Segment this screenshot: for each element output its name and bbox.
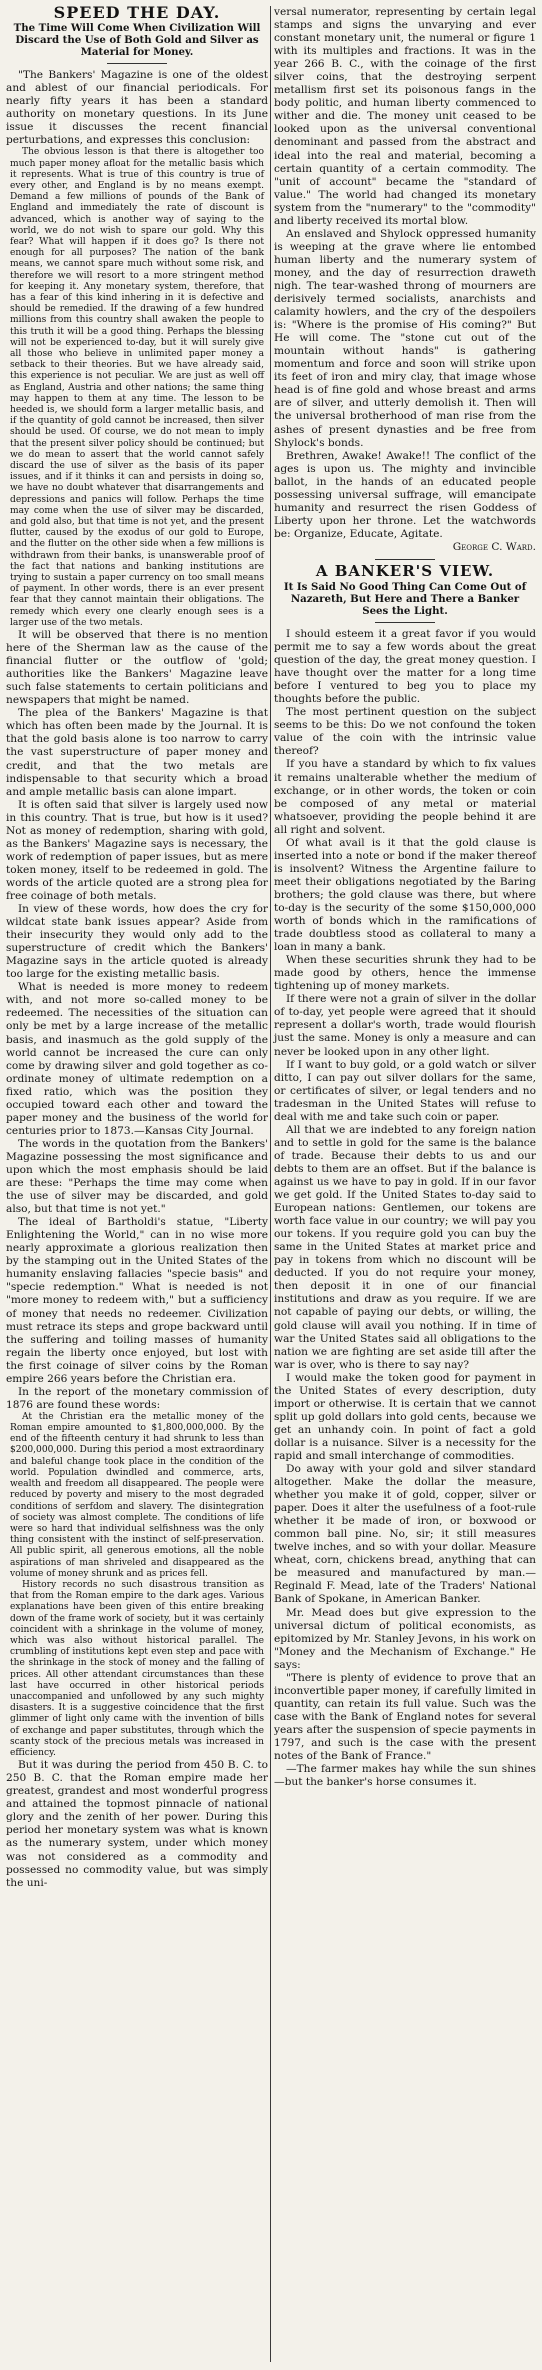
column-rule bbox=[270, 6, 271, 2362]
paragraph: If I want to buy gold, or a gold watch or silver ditto, I can pay out silver dollars for the same, or certificates of silver, or legal tenders and no tradesman in the United States will refuse to deal with me and take such coin or paper. bbox=[274, 1058, 536, 1123]
article-title: A BANKER'S VIEW. bbox=[315, 561, 495, 580]
paragraph: In view of these words, how does the cry for wildcat state bank issues appear? Aside from their insecurity they would only add to the superstructure of credit which the Bankers' Magazine says in the article quoted is already too large for the existing metallic basis. bbox=[6, 903, 268, 981]
article-title: SPEED THE DAY. bbox=[53, 3, 221, 22]
paragraph: Of what avail is it that the gold clause is inserted into a note or bond if the maker thereof is insolvent? Witness the Argentine failure to meet their obligations negotiated by the Baring brothers; the gold clause was there, but where to-day is the security of the some $150,000,000 worth of bonds which in the ramifications of trade doubtless stood as collateral to many a loan in many a bank. bbox=[274, 836, 536, 954]
paragraph: Brethren, Awake! Awake!! The conflict of the ages is upon us. The mighty and invincible ballot, in the hands of an educated people possessing universal suffrage, will emancipate humanity and resurrect the risen Goddess of Liberty upon her throne. Let the watchwords be: Organize, Educate, Agitate. bbox=[274, 449, 536, 540]
paragraph: I should esteem it a great favor if you would permit me to say a few words about the great question of the day, the great money question. I have thought over the matter for a long time before I ventured to beg you to place my thoughts before the public. bbox=[274, 628, 536, 706]
paragraph: versal numerator, representing by certain legal stamps and signs the unvarying and ever constant monetary unit, the numeral or figure 1 with its multiples and fractions. It was in the year 266 B. C., with the coinage of the first silver coins, that the destroying serpent metallism first set its poisonous fangs in the body politic, and human liberty commenced to wither and die. The money unit ceased to be looked upon as the universal conventional denominant and passed from the abstract and ideal into the real and material, becoming a certain quantity of a certain commodity. The "unit of account" became the "standard of value." The world had changed its monetary system from the "numerary" to the "commodity" and liberty received its mortal blow. bbox=[274, 6, 536, 227]
paragraph: —The farmer makes hay while the sun shines—but the banker's horse consumes it. bbox=[274, 1763, 536, 1789]
paragraph: If you have a standard by which to fix values it remains unalterable whether the medium of exchange, or in other words, the token or coin be composed of any metal or material whatsoever, providing the people behind it are all right and solvent. bbox=[274, 758, 536, 836]
article-deck: The Time Will Come When Civilization Will Discard the Use of Both Gold and Silver as Material for Money. bbox=[13, 22, 261, 59]
divider bbox=[375, 622, 435, 623]
paragraph: "There is plenty of evidence to prove that an inconvertible paper money, if carefully limited in quantity, can retain its full value. Such was the case with the Bank of England notes for several years after the suspension of specie payments in 1797, and such is the case with the present notes of the Bank of France." bbox=[274, 1671, 536, 1763]
paragraph: The ideal of Bartholdi's statue, "Liberty Enlightening the World," can in no wise more nearly approximate a glorious realization then by the stamping out in the United States of the humanity enslaving fallacies "specie basis" and "specie redemption." What is needed is not "more money to redeem with," but a sufficiency of money that needs no redeemer. Civilization must retrace its steps and grope backward until the suffering and toiling masses of humanity regain the liberty once enjoyed, but lost with the first coinage of silver coins by the Roman empire 266 years before the Christian era. bbox=[6, 1216, 268, 1385]
quoted-paragraph: The obvious lesson is that there is altogether too much paper money afloat for the metallic basis which it represents. What is true of this country is true of every other, and England is by no means exempt. Demand a few millions of pounds of the Bank of England and immediately the rate of discount is advanced, which is another way of saying to the world, we do not wish to spare our gold. Why this fear? What will happen if it does go? Is there not enough for all purposes? The nation of the bank means, we cannot spare much without some risk, and therefore we will resort to a more stringent method for keeping it. Any monetary system, therefore, that has a fear of this kind inhering in it is defective and should be remedied. If the drawing of a few hundred millions from this country shall awaken the people to this truth it will be a good thing. Perhaps the blessing will not be experienced to-day, but it will surely give all those who believe in unlimited paper money a setback to their theories. But we have already said, this experience is not peculiar. We are just as well off as England, Austria and other nations; the same thing may happen to them at any time. The lesson to be heeded is, we should form a larger metallic basis, and if the quantity of gold cannot be increased, then silver should be used. Of course, we do not mean to imply that the present silver policy should be continued; but we do mean to assert that the world cannot safely discard the use of silver as the basis of its paper issues, and if it thinks it can and persists in doing so, we have no doubt whatever that disarrangements and depressions and panics will follow. Perhaps the time may come when the use of silver may be discarded, and gold also, but that time is not yet, and the present flutter, caused by the exodus of our gold to Europe, and the flutter on the other side when a few millions is withdrawn from their banks, is unanswerable proof of the fact that nations and banking institutions are trying to sustain a paper currency on too small means of payment. In other words, there is an ever present fear that they cannot maintain their obligations. The remedy which every one clearly enough sees is a larger use of the two metals. bbox=[10, 147, 264, 628]
paragraph: If there were not a grain of silver in the dollar of to-day, yet people were agreed that it should represent a dollar's worth, trade would flourish just the same. Money is only a measure and can never be looked upon in any other light. bbox=[274, 993, 536, 1058]
paragraph: It will be observed that there is no mention here of the Sherman law as the cause of the financial flutter or the outflow of 'gold; authorities like the Bankers' Magazine leave such false statements to certain politicians and newspapers that might be named. bbox=[6, 629, 268, 707]
quoted-paragraph: History records no such disastrous transition as that from the Roman empire to the dark ages. Various explanations have been given of this entire breaking down of the frame work of society, but it was certainly coincident with a shrinkage in the volume of money, which was also without historical parallel. The crumbling of institutions kept even step and pace with the shrinkage in the stock of money and the falling of prices. All other attendant circumstances than these last have occurred in other historical periods unaccompanied and unfollowed by any such mighty disasters. It is a suggestive coincidence that the first glimmer of light only came with the invention of bills of exchange and paper substitutes, through which the scanty stock of the precious metals was increased in efficiency. bbox=[10, 1579, 264, 1758]
paragraph: I would make the token good for payment in the United States of every description, duty import or otherwise. It is certain that we cannot split up gold dollars into gold cents, because we get an unhandy coin. In point of fact a gold dollar is a nuisance. Silver is a necessity for the rapid and small interchange of commodities. bbox=[274, 1371, 536, 1462]
paragraph: "The Bankers' Magazine is one of the oldest and ablest of our financial periodicals. For nearly fifty years it has been a standard authority on monetary questions. In its June issue it discusses the recent financial perturbations, and expresses this conclusion: bbox=[6, 69, 268, 147]
paragraph: When these securities shrunk they had to be made good by others, hence the immense tightening up of money markets. bbox=[274, 954, 536, 993]
paragraph: All that we are indebted to any foreign nation and to settle in gold for the same is the balance of trade. Because their debts to us and our debts to them are an offset. But if the balance is against us we have to pay in gold. If in our favor we get gold. If the United States to-day said to European nations: Gentlemen, our tokens are worth face value in our country; we will pay you our tokens. If you require gold you can buy the same in the United States at market price and pay in tokens from which no discount will be deducted. If you do not require your money, then deposit it in one of our financial institutions and draw as you require. If we are not capable of paying our debts, or willing, the gold clause will avail you nothing. If in time of war the United States said all obligations to the nation we are fighting are set aside till after the war is over, who is there to say nay? bbox=[274, 1123, 536, 1371]
divider bbox=[375, 559, 435, 560]
paragraph: Mr. Mead does but give expression to the universal dictum of political economists, as epitomized by Mr. Stanley Jevons, in his work on "Money and the Mechanism of Exchange." He says: bbox=[274, 1606, 536, 1671]
paragraph: The most pertinent question on the subject seems to be this: Do we not confound the token value of the coin with the intrinsic value thereof? bbox=[274, 706, 536, 758]
paragraph: In the report of the monetary commission of 1876 are found these words: bbox=[6, 1385, 268, 1411]
paragraph: The plea of the Bankers' Magazine is that which has often been made by the Journal. It is that the gold basis alone is too narrow to carry the vast superstructure of paper money and credit, and that the two metals are indispensable to that security which a broad and ample metallic basis can alone impart. bbox=[6, 707, 268, 798]
paragraph: An enslaved and Shylock oppressed humanity is weeping at the grave where lie entombed human liberty and the numerary system of money, and the day of resurrection draweth nigh. The tear-washed throng of mourners are derisively termed socialists, anarchists and calamity howlers, and the cry of the despoilers is: "Where is the promise of His coming?" But He will come. The "stone cut out of the mountain without hands" is gathering momentum and force and soon will strike upon its feet of iron and miry clay, that image whose head is of fine gold and whose breast and arms are of silver, and utterly demolish it. Then will the universal brotherhood of man rise from the ashes of present dynasties and be free from Shylock's bonds. bbox=[274, 227, 536, 449]
left-column bbox=[6, 3, 268, 1890]
right-column bbox=[274, 6, 536, 1789]
paragraph: But it was during the period from 450 B. C. to 250 B. C. that the Roman empire made her greatest, grandest and most wonderful progress and attained the topmost pinnacle of national glory and the zenith of her power. During this period her monetary system was what is known as the numerary system, under which money was not considered as a commodity and possessed no commodity value, but was simply the uni- bbox=[6, 1759, 268, 1889]
paragraph: What is needed is more money to redeem with, and not more so-called money to be redeemed. The necessities of the situation can only be met by a large increase of the metallic basis, and inasmuch as the gold supply of the world cannot be increased the cure can only come by drawing silver and gold together as co-ordinate money of ultimate redemption on a fixed ratio, which was the position they occupied toward each other and toward the paper money and the business of the world for centuries prior to 1873.—Kansas City Journal. bbox=[6, 981, 268, 1137]
signature: George C. Ward. bbox=[452, 540, 536, 553]
divider bbox=[107, 63, 167, 64]
paragraph: The words in the quotation from the Bankers' Magazine possessing the most significance and upon which the most emphasis should be laid are these: "Perhaps the time may come when the use of silver may be discarded, and gold also, but that time is not yet." bbox=[6, 1137, 268, 1216]
quoted-paragraph: At the Christian era the metallic money of the Roman empire amounted to $1,800,000,000. By the end of the fifteenth century it had shrunk to less than $200,000,000. During this period a most extraordinary and baleful change took place in the condition of the world. Population dwindled and commerce, arts, wealth and freedom all disappeared. The people were reduced by poverty and misery to the most degraded conditions of serfdom and slavery. The disintegration of society was almost complete. The conditions of life were so hard that individual selfishness was the only thing consistent with the instinct of self-preservation. All public spirit, all generous emotions, all the noble aspirations of man shriveled and disappeared as the volume of money shrunk and as prices fell. bbox=[10, 1411, 264, 1579]
paragraph: It is often said that silver is largely used now in this country. That is true, but how is it used? Not as money of redemption, sharing with gold, as the Bankers' Magazine says is necessary, the work of redemption of paper issues, but as mere token money, itself to be redeemed in gold. The words of the article quoted are a strong plea for free coinage of both metals. bbox=[6, 798, 268, 902]
paragraph: Do away with your gold and silver standard altogether. Make the dollar the measure, whether you make it of gold, copper, silver or paper. Does it alter the usefulness of a foot-rule whether it be made of iron, or boxwood or common ball pine. No, sir; it still measures twelve inches, and so with your dollar. Measure wheat, corn, chickens bread, anything that can be measured and manufactured by man.—Reginald F. Mead, late of the Traders' National Bank of Spokane, in American Banker. bbox=[274, 1463, 536, 1606]
article-deck: It Is Said No Good Thing Can Come Out of Nazareth, But Here and There a Banker Sees the Light. bbox=[283, 581, 527, 618]
